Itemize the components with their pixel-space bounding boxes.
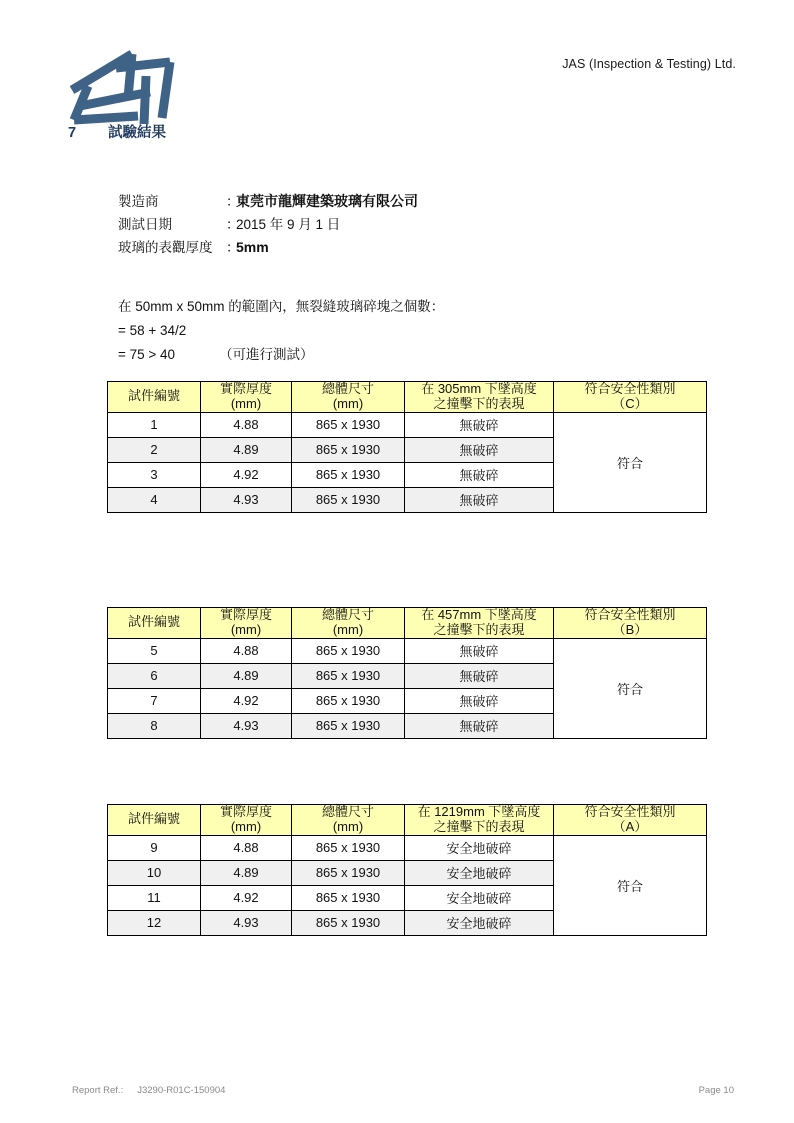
header-size [292, 382, 405, 413]
header-performance-line1: 在 305mm 下墜高度 [421, 381, 537, 396]
cell-specimen-id: 7 [108, 688, 201, 713]
header-specimen-id: 試件編號 [108, 608, 201, 639]
cell-specimen-id: 12 [108, 910, 201, 935]
colon-1: ： [226, 194, 240, 209]
page-footer [72, 1085, 734, 1096]
header-size-line1: 總體尺寸 [321, 804, 374, 819]
cell-size: 865 x 1930 [292, 688, 405, 713]
cell-size: 865 x 1930 [292, 663, 405, 688]
header-specimen-id: 試件編號 [108, 805, 201, 836]
header-category-line1: 符合安全性類別 [584, 804, 676, 819]
header-thickness-line1: 實際厚度 [219, 804, 272, 819]
info-row-manufacturer [118, 190, 418, 213]
header-performance-line2: 之撞擊下的表現 [433, 818, 525, 834]
header-category-line1: 符合安全性類別 [584, 607, 676, 622]
header-category [554, 805, 707, 836]
header-size-line2: (mm) [332, 395, 364, 411]
cell-size: 865 x 1930 [292, 835, 405, 860]
cell-specimen-id: 4 [108, 487, 201, 512]
cell-performance: 安全地破碎 [405, 835, 554, 860]
cell-size: 865 x 1930 [292, 910, 405, 935]
header-thickness-line2: (mm) [230, 621, 262, 637]
cell-thickness: 4.89 [201, 860, 292, 885]
table-row [108, 638, 707, 663]
info-row-thickness [118, 236, 418, 259]
cell-thickness: 4.88 [201, 638, 292, 663]
cell-thickness: 4.88 [201, 412, 292, 437]
cell-specimen-id: 11 [108, 885, 201, 910]
cell-specimen-id: 3 [108, 462, 201, 487]
test-date-label: 測試日期 [118, 217, 172, 232]
cell-size: 865 x 1930 [292, 638, 405, 663]
cell-specimen-id: 8 [108, 713, 201, 738]
section-title: 試驗結果 [108, 125, 166, 141]
thickness-value: 5mm [236, 239, 269, 255]
specimen-info-block [118, 190, 418, 259]
cell-thickness: 4.93 [201, 487, 292, 512]
cell-performance: 無破碎 [405, 688, 554, 713]
section-number: 7 [68, 125, 77, 141]
cell-performance: 安全地破碎 [405, 860, 554, 885]
table-header-row [108, 382, 707, 413]
cell-specimen-id: 9 [108, 835, 201, 860]
fragmentation-line-2: = 58 + 34/2 [118, 323, 187, 338]
cell-performance: 無破碎 [405, 437, 554, 462]
header-size [292, 608, 405, 639]
header-performance [405, 608, 554, 639]
report-ref-label: Report Ref.: [72, 1085, 124, 1096]
header-category-line2: （A） [612, 818, 648, 834]
cell-size: 865 x 1930 [292, 487, 405, 512]
header-category-line1: 符合安全性類別 [584, 381, 676, 396]
results-table-c [107, 381, 707, 513]
header-thickness-line2: (mm) [230, 395, 262, 411]
cell-performance: 安全地破碎 [405, 910, 554, 935]
cell-performance: 無破碎 [405, 412, 554, 437]
cell-size: 865 x 1930 [292, 713, 405, 738]
header-category [554, 382, 707, 413]
cell-specimen-id: 6 [108, 663, 201, 688]
table-row [108, 412, 707, 437]
cell-thickness: 4.92 [201, 462, 292, 487]
header-thickness [201, 382, 292, 413]
cell-thickness: 4.88 [201, 835, 292, 860]
header-size-line1: 總體尺寸 [321, 607, 374, 622]
table-header-row [108, 805, 707, 836]
cell-thickness: 4.89 [201, 663, 292, 688]
cell-specimen-id: 10 [108, 860, 201, 885]
header-size-line2: (mm) [332, 818, 364, 834]
thickness-label: 玻璃的表觀厚度 [118, 240, 213, 255]
cell-specimen-id: 5 [108, 638, 201, 663]
cell-thickness: 4.92 [201, 885, 292, 910]
header-thickness [201, 805, 292, 836]
cell-verdict: 符合 [554, 412, 707, 512]
fragmentation-line-1: 在 50mm x 50mm 的範圍內，無裂縫玻璃碎塊之個數： [118, 299, 445, 314]
report-ref-value: J3290-R01C-150904 [137, 1085, 226, 1096]
header-performance [405, 382, 554, 413]
cell-specimen-id: 2 [108, 437, 201, 462]
cell-performance: 無破碎 [405, 638, 554, 663]
fragmentation-line-3 [118, 343, 444, 367]
section-heading [68, 121, 166, 142]
cell-performance: 安全地破碎 [405, 885, 554, 910]
header-performance-line1: 在 457mm 下墜高度 [421, 607, 537, 622]
results-table-a [107, 804, 707, 936]
cell-size: 865 x 1930 [292, 462, 405, 487]
page-number: Page 10 [698, 1085, 734, 1096]
cell-thickness: 4.89 [201, 437, 292, 462]
header-performance-line2: 之撞擊下的表現 [433, 621, 525, 637]
header-category-line2: （B） [612, 621, 648, 637]
cell-thickness: 4.93 [201, 713, 292, 738]
cell-size: 865 x 1930 [292, 860, 405, 885]
test-date-value: 2015 年 9 月 1 日 [236, 217, 341, 232]
header-size [292, 805, 405, 836]
fragmentation-line-3-note: （可進行測試） [219, 347, 314, 362]
header-thickness-line1: 實際厚度 [219, 381, 272, 396]
header-thickness-line2: (mm) [230, 818, 262, 834]
colon-2: ： [226, 217, 240, 232]
cell-performance: 無破碎 [405, 713, 554, 738]
cell-thickness: 4.93 [201, 910, 292, 935]
fragmentation-count-block [118, 295, 444, 367]
header-size-line2: (mm) [332, 621, 364, 637]
cell-size: 865 x 1930 [292, 412, 405, 437]
cell-thickness: 4.92 [201, 688, 292, 713]
fragmentation-line-3-value: = 75 > 40 [118, 347, 176, 362]
header-specimen-id: 試件編號 [108, 382, 201, 413]
header-thickness-line1: 實際厚度 [219, 607, 272, 622]
cell-size: 865 x 1930 [292, 885, 405, 910]
header-performance-line1: 在 1219mm 下墜高度 [417, 804, 541, 819]
header-size-line1: 總體尺寸 [321, 381, 374, 396]
info-row-test-date [118, 213, 418, 236]
header-thickness [201, 608, 292, 639]
table-header-row [108, 608, 707, 639]
cell-performance: 無破碎 [405, 487, 554, 512]
company-name: JAS (Inspection & Testing) Ltd. [562, 57, 736, 71]
report-reference [72, 1085, 225, 1096]
cell-performance: 無破碎 [405, 663, 554, 688]
cell-verdict: 符合 [554, 835, 707, 935]
cell-verdict: 符合 [554, 638, 707, 738]
table-row [108, 835, 707, 860]
manufacturer-value: 東莞市龍輝建築玻璃有限公司 [236, 193, 418, 209]
header-category-line2: （C） [612, 395, 648, 411]
colon-3: ： [226, 240, 240, 255]
cell-specimen-id: 1 [108, 412, 201, 437]
header-category [554, 608, 707, 639]
cell-size: 865 x 1930 [292, 437, 405, 462]
cell-performance: 無破碎 [405, 462, 554, 487]
header-performance [405, 805, 554, 836]
results-table-b [107, 607, 707, 739]
manufacturer-label: 製造商 [118, 194, 159, 209]
header-performance-line2: 之撞擊下的表現 [433, 395, 525, 411]
